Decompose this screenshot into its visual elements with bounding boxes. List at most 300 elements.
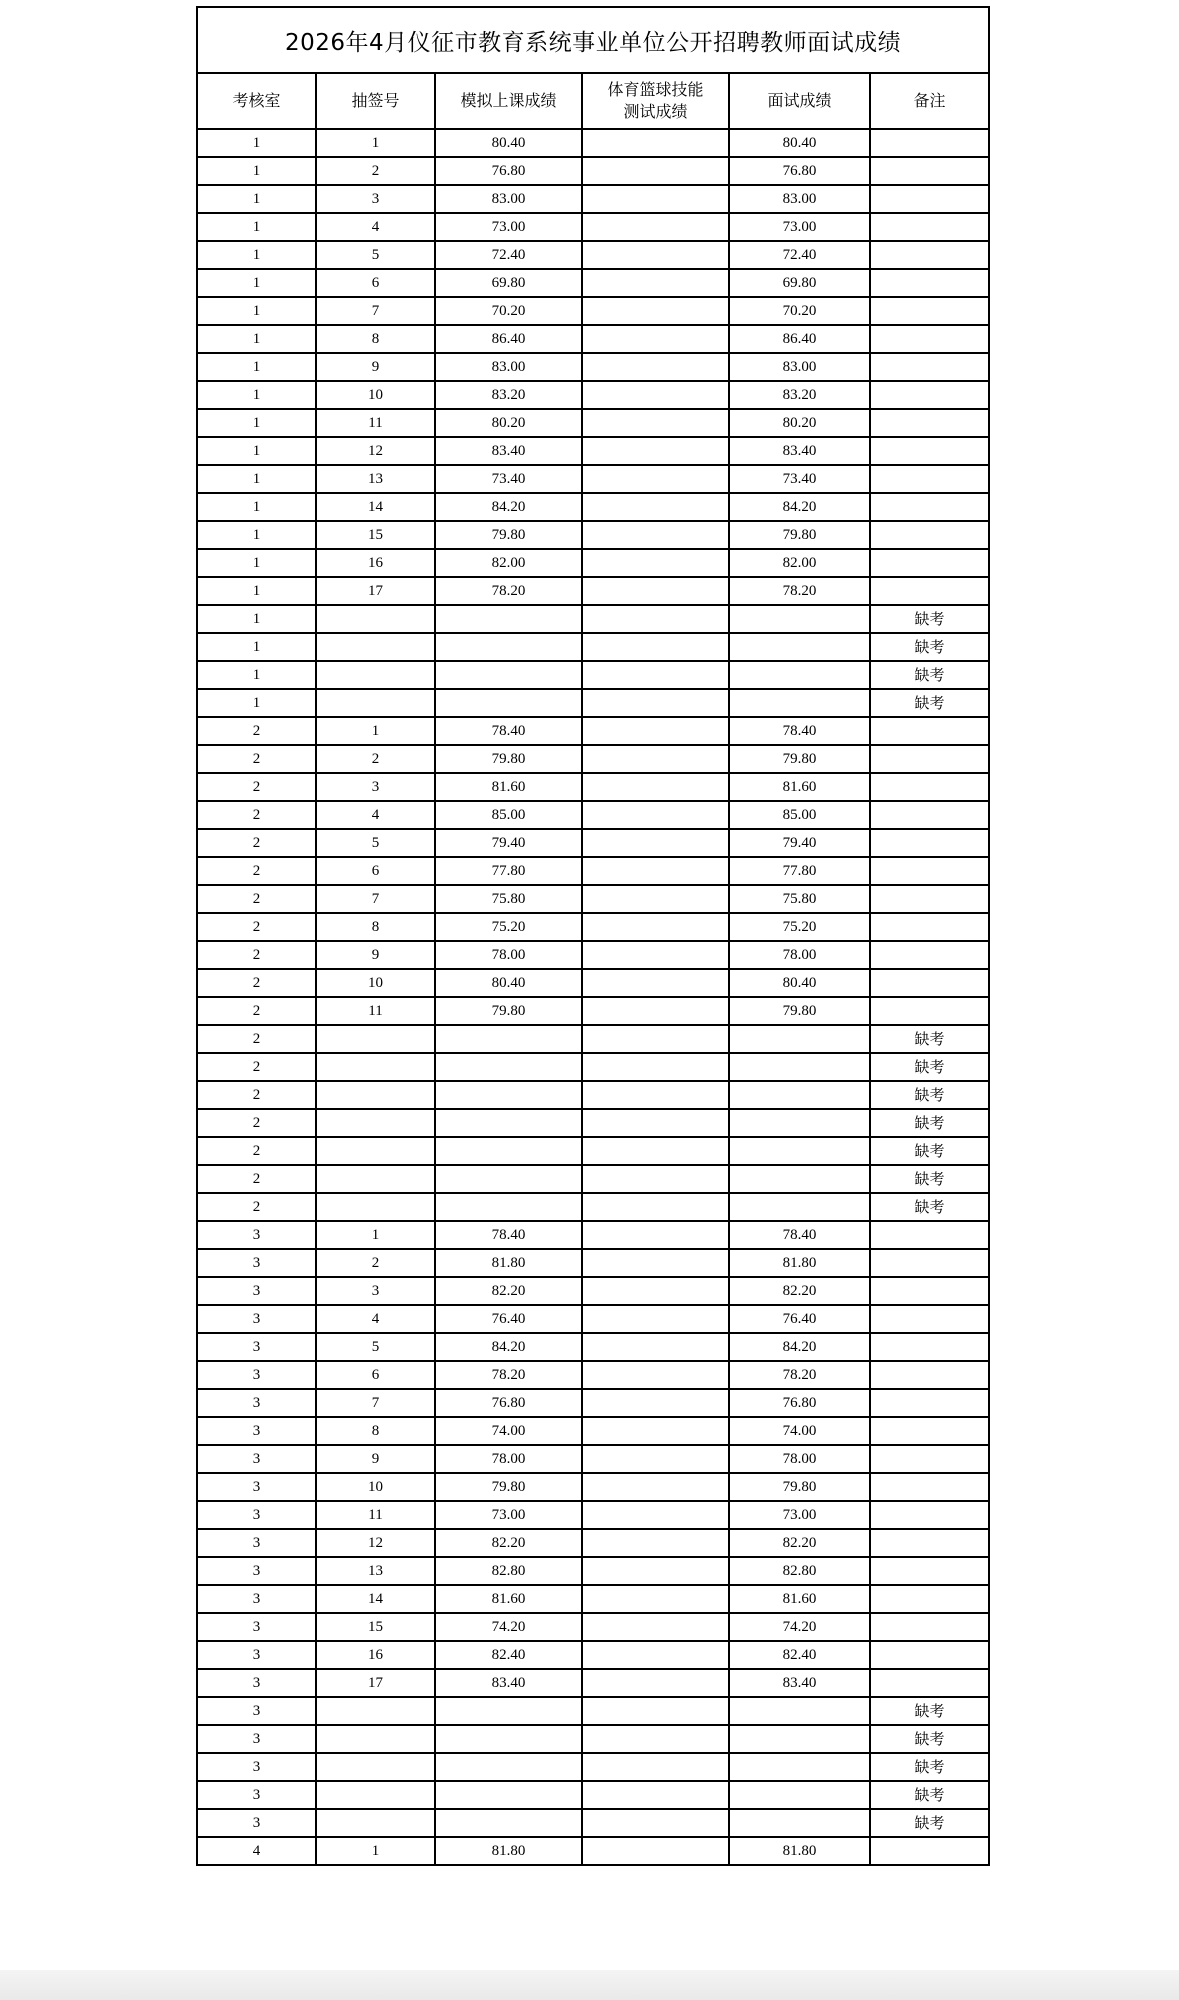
cell-basketball-score — [582, 1165, 729, 1193]
cell-basketball-score — [582, 549, 729, 577]
table-body — [197, 129, 989, 1865]
cell-remark — [870, 1669, 989, 1697]
table-row — [197, 801, 989, 829]
table-row — [197, 745, 989, 773]
table-row — [197, 409, 989, 437]
cell-mock-lesson-score: 83.40 — [435, 1669, 582, 1697]
cell-interview-score: 80.20 — [729, 409, 870, 437]
cell-lot-number: 10 — [316, 1473, 435, 1501]
cell-mock-lesson-score: 78.40 — [435, 717, 582, 745]
table-row — [197, 605, 989, 633]
cell-room: 1 — [197, 465, 316, 493]
table-row — [197, 1305, 989, 1333]
cell-room: 1 — [197, 325, 316, 353]
cell-basketball-score — [582, 1305, 729, 1333]
cell-lot-number: 7 — [316, 885, 435, 913]
cell-lot-number: 9 — [316, 353, 435, 381]
cell-basketball-score — [582, 1221, 729, 1249]
cell-basketball-score — [582, 325, 729, 353]
cell-remark — [870, 269, 989, 297]
cell-remark — [870, 325, 989, 353]
cell-mock-lesson-score: 82.80 — [435, 1557, 582, 1585]
cell-room: 3 — [197, 1333, 316, 1361]
cell-lot-number: 12 — [316, 1529, 435, 1557]
cell-room: 1 — [197, 633, 316, 661]
cell-remark — [870, 1837, 989, 1865]
cell-lot-number — [316, 1809, 435, 1837]
cell-interview-score — [729, 1193, 870, 1221]
cell-basketball-score — [582, 1137, 729, 1165]
cell-remark: 缺考 — [870, 1697, 989, 1725]
cell-remark: 缺考 — [870, 1781, 989, 1809]
cell-basketball-score — [582, 353, 729, 381]
cell-remark: 缺考 — [870, 661, 989, 689]
cell-remark: 缺考 — [870, 1809, 989, 1837]
cell-mock-lesson-score: 75.20 — [435, 913, 582, 941]
cell-basketball-score — [582, 1837, 729, 1865]
table-row — [197, 1725, 989, 1753]
cell-mock-lesson-score — [435, 1725, 582, 1753]
cell-room: 2 — [197, 717, 316, 745]
header-basketball-line-1: 体育篮球技能 — [607, 80, 704, 99]
cell-lot-number: 4 — [316, 213, 435, 241]
cell-lot-number: 8 — [316, 913, 435, 941]
cell-mock-lesson-score: 73.00 — [435, 1501, 582, 1529]
header-interview-score: 面试成绩 — [729, 73, 870, 129]
cell-remark — [870, 1333, 989, 1361]
table-row — [197, 577, 989, 605]
title-row — [197, 7, 989, 73]
cell-remark — [870, 1221, 989, 1249]
cell-remark — [870, 745, 989, 773]
cell-mock-lesson-score: 86.40 — [435, 325, 582, 353]
cell-room: 3 — [197, 1725, 316, 1753]
cell-room: 3 — [197, 1641, 316, 1669]
table-row — [197, 549, 989, 577]
cell-remark — [870, 381, 989, 409]
cell-mock-lesson-score: 83.00 — [435, 185, 582, 213]
cell-mock-lesson-score: 82.00 — [435, 549, 582, 577]
cell-room: 3 — [197, 1473, 316, 1501]
cell-basketball-score — [582, 1333, 729, 1361]
cell-interview-score: 79.80 — [729, 745, 870, 773]
cell-room: 2 — [197, 997, 316, 1025]
cell-room: 1 — [197, 353, 316, 381]
cell-room: 1 — [197, 185, 316, 213]
cell-basketball-score — [582, 241, 729, 269]
cell-lot-number — [316, 1753, 435, 1781]
cell-mock-lesson-score: 80.20 — [435, 409, 582, 437]
cell-lot-number: 1 — [316, 1837, 435, 1865]
cell-lot-number — [316, 1193, 435, 1221]
cell-lot-number: 17 — [316, 577, 435, 605]
cell-basketball-score — [582, 129, 729, 157]
table-row — [197, 353, 989, 381]
cell-basketball-score — [582, 661, 729, 689]
cell-basketball-score — [582, 1081, 729, 1109]
cell-basketball-score — [582, 717, 729, 745]
cell-basketball-score — [582, 885, 729, 913]
cell-lot-number: 10 — [316, 969, 435, 997]
cell-lot-number: 16 — [316, 1641, 435, 1669]
cell-room: 2 — [197, 773, 316, 801]
cell-room: 2 — [197, 1025, 316, 1053]
cell-room: 3 — [197, 1613, 316, 1641]
cell-remark — [870, 213, 989, 241]
cell-lot-number: 2 — [316, 745, 435, 773]
table-row — [197, 1837, 989, 1865]
cell-lot-number — [316, 661, 435, 689]
cell-interview-score: 78.40 — [729, 1221, 870, 1249]
cell-remark: 缺考 — [870, 1753, 989, 1781]
cell-basketball-score — [582, 213, 729, 241]
cell-mock-lesson-score: 78.20 — [435, 1361, 582, 1389]
cell-interview-score — [729, 1697, 870, 1725]
cell-room: 1 — [197, 297, 316, 325]
cell-remark — [870, 521, 989, 549]
table-row — [197, 773, 989, 801]
cell-room: 2 — [197, 1193, 316, 1221]
cell-remark: 缺考 — [870, 1193, 989, 1221]
score-document — [196, 6, 988, 1866]
cell-room: 1 — [197, 549, 316, 577]
cell-remark — [870, 185, 989, 213]
cell-basketball-score — [582, 1781, 729, 1809]
cell-room: 1 — [197, 157, 316, 185]
cell-basketball-score — [582, 1697, 729, 1725]
cell-remark — [870, 1305, 989, 1333]
cell-room: 3 — [197, 1417, 316, 1445]
table-row — [197, 717, 989, 745]
header-room: 考核室 — [197, 73, 316, 129]
cell-room: 3 — [197, 1445, 316, 1473]
cell-lot-number: 11 — [316, 1501, 435, 1529]
cell-interview-score: 82.20 — [729, 1277, 870, 1305]
cell-basketball-score — [582, 1249, 729, 1277]
cell-lot-number: 10 — [316, 381, 435, 409]
cell-remark — [870, 1445, 989, 1473]
cell-lot-number: 5 — [316, 1333, 435, 1361]
cell-room: 3 — [197, 1361, 316, 1389]
table-row — [197, 1025, 989, 1053]
cell-room: 1 — [197, 437, 316, 465]
cell-interview-score: 75.20 — [729, 913, 870, 941]
cell-mock-lesson-score: 74.00 — [435, 1417, 582, 1445]
cell-remark — [870, 1585, 989, 1613]
cell-room: 3 — [197, 1697, 316, 1725]
table-row — [197, 1081, 989, 1109]
cell-interview-score: 73.00 — [729, 213, 870, 241]
cell-interview-score: 79.80 — [729, 521, 870, 549]
cell-lot-number: 3 — [316, 185, 435, 213]
cell-basketball-score — [582, 1277, 729, 1305]
cell-basketball-score — [582, 857, 729, 885]
cell-lot-number: 4 — [316, 801, 435, 829]
cell-mock-lesson-score: 84.20 — [435, 1333, 582, 1361]
table-row — [197, 1277, 989, 1305]
cell-interview-score: 81.80 — [729, 1249, 870, 1277]
cell-mock-lesson-score: 75.80 — [435, 885, 582, 913]
cell-room: 3 — [197, 1753, 316, 1781]
cell-interview-score: 82.40 — [729, 1641, 870, 1669]
cell-room: 3 — [197, 1277, 316, 1305]
cell-mock-lesson-score — [435, 1137, 582, 1165]
cell-interview-score: 83.40 — [729, 1669, 870, 1697]
cell-basketball-score — [582, 1025, 729, 1053]
cell-mock-lesson-score: 79.80 — [435, 745, 582, 773]
cell-mock-lesson-score: 83.20 — [435, 381, 582, 409]
header-basketball-line-2: 测试成绩 — [623, 102, 688, 121]
cell-remark — [870, 129, 989, 157]
cell-room: 3 — [197, 1557, 316, 1585]
cell-interview-score — [729, 1781, 870, 1809]
cell-room: 2 — [197, 1081, 316, 1109]
cell-remark — [870, 1501, 989, 1529]
cell-lot-number: 15 — [316, 521, 435, 549]
cell-remark — [870, 829, 989, 857]
cell-room: 1 — [197, 213, 316, 241]
cell-mock-lesson-score — [435, 633, 582, 661]
cell-lot-number: 6 — [316, 1361, 435, 1389]
cell-mock-lesson-score: 73.40 — [435, 465, 582, 493]
cell-remark: 缺考 — [870, 1053, 989, 1081]
cell-basketball-score — [582, 1193, 729, 1221]
cell-interview-score — [729, 1725, 870, 1753]
cell-remark — [870, 1641, 989, 1669]
cell-interview-score: 78.00 — [729, 941, 870, 969]
table-row — [197, 157, 989, 185]
cell-room: 1 — [197, 689, 316, 717]
cell-room: 3 — [197, 1305, 316, 1333]
cell-interview-score: 83.00 — [729, 185, 870, 213]
cell-lot-number: 9 — [316, 1445, 435, 1473]
cell-room: 2 — [197, 913, 316, 941]
cell-interview-score: 82.00 — [729, 549, 870, 577]
cell-interview-score: 69.80 — [729, 269, 870, 297]
cell-room: 1 — [197, 129, 316, 157]
cell-room: 3 — [197, 1781, 316, 1809]
cell-remark — [870, 493, 989, 521]
cell-remark — [870, 409, 989, 437]
cell-lot-number: 13 — [316, 465, 435, 493]
cell-interview-score: 79.80 — [729, 997, 870, 1025]
cell-room: 3 — [197, 1389, 316, 1417]
cell-basketball-score — [582, 773, 729, 801]
cell-mock-lesson-score — [435, 1697, 582, 1725]
table-row — [197, 1165, 989, 1193]
cell-remark: 缺考 — [870, 1025, 989, 1053]
cell-lot-number: 16 — [316, 549, 435, 577]
cell-mock-lesson-score: 83.00 — [435, 353, 582, 381]
cell-basketball-score — [582, 465, 729, 493]
cell-remark — [870, 157, 989, 185]
cell-lot-number — [316, 1025, 435, 1053]
table-row — [197, 493, 989, 521]
cell-interview-score: 84.20 — [729, 1333, 870, 1361]
cell-basketball-score — [582, 157, 729, 185]
cell-mock-lesson-score — [435, 1165, 582, 1193]
cell-mock-lesson-score: 85.00 — [435, 801, 582, 829]
cell-interview-score: 80.40 — [729, 969, 870, 997]
cell-lot-number: 2 — [316, 1249, 435, 1277]
cell-interview-score: 76.40 — [729, 1305, 870, 1333]
table-row — [197, 1641, 989, 1669]
cell-interview-score: 80.40 — [729, 129, 870, 157]
cell-basketball-score — [582, 1585, 729, 1613]
table-row — [197, 661, 989, 689]
cell-basketball-score — [582, 1501, 729, 1529]
cell-mock-lesson-score: 82.20 — [435, 1529, 582, 1557]
cell-basketball-score — [582, 969, 729, 997]
cell-basketball-score — [582, 437, 729, 465]
cell-room: 2 — [197, 829, 316, 857]
cell-basketball-score — [582, 297, 729, 325]
cell-remark — [870, 913, 989, 941]
table-row — [197, 913, 989, 941]
cell-mock-lesson-score: 73.00 — [435, 213, 582, 241]
cell-room: 2 — [197, 1053, 316, 1081]
header-lot-number: 抽签号 — [316, 73, 435, 129]
cell-mock-lesson-score — [435, 1753, 582, 1781]
cell-room: 2 — [197, 941, 316, 969]
cell-basketball-score — [582, 1473, 729, 1501]
cell-interview-score: 83.40 — [729, 437, 870, 465]
table-row — [197, 381, 989, 409]
table-row — [197, 241, 989, 269]
cell-remark — [870, 1277, 989, 1305]
score-table — [196, 6, 990, 1866]
cell-interview-score: 83.00 — [729, 353, 870, 381]
cell-basketball-score — [582, 521, 729, 549]
cell-room: 3 — [197, 1585, 316, 1613]
cell-mock-lesson-score: 76.80 — [435, 157, 582, 185]
cell-mock-lesson-score: 79.80 — [435, 521, 582, 549]
cell-interview-score: 76.80 — [729, 1389, 870, 1417]
cell-interview-score: 70.20 — [729, 297, 870, 325]
cell-basketball-score — [582, 997, 729, 1025]
cell-remark: 缺考 — [870, 1725, 989, 1753]
cell-lot-number: 15 — [316, 1613, 435, 1641]
cell-interview-score: 82.80 — [729, 1557, 870, 1585]
cell-basketball-score — [582, 1809, 729, 1837]
cell-lot-number: 11 — [316, 997, 435, 1025]
table-row — [197, 1249, 989, 1277]
table-row — [197, 185, 989, 213]
cell-room: 1 — [197, 269, 316, 297]
cell-basketball-score — [582, 801, 729, 829]
cell-mock-lesson-score: 78.20 — [435, 577, 582, 605]
header-row — [197, 73, 989, 129]
cell-basketball-score — [582, 1361, 729, 1389]
table-row — [197, 969, 989, 997]
cell-interview-score: 72.40 — [729, 241, 870, 269]
cell-lot-number: 5 — [316, 241, 435, 269]
cell-lot-number: 11 — [316, 409, 435, 437]
cell-mock-lesson-score: 81.60 — [435, 773, 582, 801]
cell-mock-lesson-score: 84.20 — [435, 493, 582, 521]
cell-interview-score: 82.20 — [729, 1529, 870, 1557]
cell-remark — [870, 717, 989, 745]
cell-room: 2 — [197, 1109, 316, 1137]
cell-basketball-score — [582, 1613, 729, 1641]
cell-lot-number — [316, 1697, 435, 1725]
cell-remark — [870, 549, 989, 577]
cell-mock-lesson-score: 78.00 — [435, 1445, 582, 1473]
cell-remark — [870, 1529, 989, 1557]
cell-lot-number — [316, 1165, 435, 1193]
table-row — [197, 1053, 989, 1081]
table-row — [197, 465, 989, 493]
cell-room: 2 — [197, 1165, 316, 1193]
cell-interview-score: 81.60 — [729, 773, 870, 801]
table-row — [197, 297, 989, 325]
table-row — [197, 997, 989, 1025]
table-row — [197, 1221, 989, 1249]
cell-lot-number: 3 — [316, 773, 435, 801]
cell-remark — [870, 773, 989, 801]
cell-mock-lesson-score: 82.40 — [435, 1641, 582, 1669]
table-row — [197, 521, 989, 549]
table-row — [197, 1473, 989, 1501]
cell-mock-lesson-score — [435, 1081, 582, 1109]
cell-mock-lesson-score — [435, 1193, 582, 1221]
cell-basketball-score — [582, 1529, 729, 1557]
cell-lot-number: 6 — [316, 269, 435, 297]
cell-basketball-score — [582, 1445, 729, 1473]
cell-room: 1 — [197, 521, 316, 549]
cell-remark — [870, 1417, 989, 1445]
table-row — [197, 437, 989, 465]
cell-interview-score: 86.40 — [729, 325, 870, 353]
cell-interview-score: 73.40 — [729, 465, 870, 493]
table-row — [197, 829, 989, 857]
cell-interview-score: 81.60 — [729, 1585, 870, 1613]
cell-remark — [870, 297, 989, 325]
cell-basketball-score — [582, 745, 729, 773]
cell-lot-number: 8 — [316, 325, 435, 353]
cell-mock-lesson-score: 74.20 — [435, 1613, 582, 1641]
table-row — [197, 1109, 989, 1137]
cell-mock-lesson-score: 81.60 — [435, 1585, 582, 1613]
cell-basketball-score — [582, 269, 729, 297]
cell-interview-score: 83.20 — [729, 381, 870, 409]
cell-mock-lesson-score: 80.40 — [435, 969, 582, 997]
cell-mock-lesson-score: 76.40 — [435, 1305, 582, 1333]
table-row — [197, 269, 989, 297]
cell-remark: 缺考 — [870, 1137, 989, 1165]
cell-mock-lesson-score — [435, 1109, 582, 1137]
table-row — [197, 1781, 989, 1809]
cell-lot-number: 1 — [316, 717, 435, 745]
cell-lot-number — [316, 1081, 435, 1109]
table-row — [197, 1389, 989, 1417]
cell-room: 3 — [197, 1529, 316, 1557]
cell-remark: 缺考 — [870, 633, 989, 661]
cell-interview-score: 74.00 — [729, 1417, 870, 1445]
cell-basketball-score — [582, 1417, 729, 1445]
cell-interview-score: 78.00 — [729, 1445, 870, 1473]
cell-lot-number — [316, 1053, 435, 1081]
cell-room: 2 — [197, 885, 316, 913]
cell-remark — [870, 885, 989, 913]
cell-mock-lesson-score — [435, 1025, 582, 1053]
cell-interview-score: 78.20 — [729, 577, 870, 605]
cell-basketball-score — [582, 1557, 729, 1585]
cell-lot-number: 5 — [316, 829, 435, 857]
cell-mock-lesson-score — [435, 689, 582, 717]
cell-mock-lesson-score: 82.20 — [435, 1277, 582, 1305]
cell-mock-lesson-score: 72.40 — [435, 241, 582, 269]
